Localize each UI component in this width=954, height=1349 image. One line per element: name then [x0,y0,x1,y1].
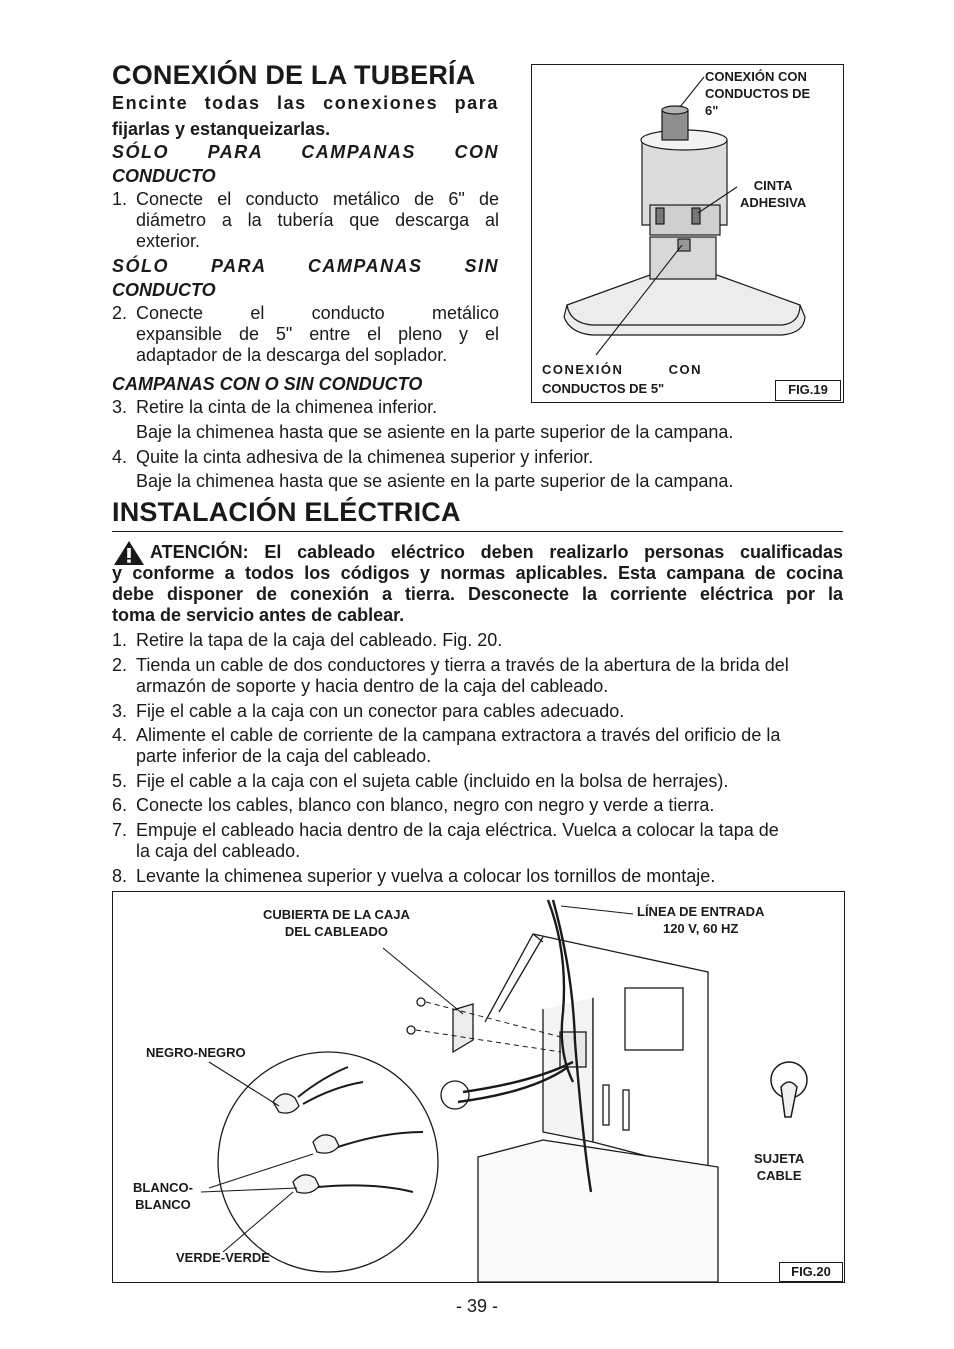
label-cable-clamp: SUJETA CABLE [754,1151,805,1183]
section-title-electrical: INSTALACIÓN ELÉCTRICA [112,497,461,527]
figure-20 [112,891,845,1283]
label-5in-duct-line-2: CONDUCTOS DE 5" [542,381,665,396]
label-white-white: BLANCO- BLANCO [133,1180,193,1212]
list-text: adaptador de la descarga del soplador. [136,345,448,365]
label-green-green: VERDE-VERDE [176,1250,270,1265]
wiring-box-illustration [113,892,844,1282]
list-text: Baje la chimenea hasta que se asiente en la parte superior de la campana. [136,471,734,491]
list-number: 2. [112,303,128,323]
label-wiring-box-cover: CUBIERTA DE LA CAJA DEL CABLEADO [263,907,410,939]
list-text: Conecte el conducto metálico de 6" de [136,189,499,209]
section-title-duct-connection: CONEXIÓN DE LA TUBERÍA [112,60,476,90]
list-text: diámetro a la tubería que descarga al [136,210,499,230]
list-number: 3. [112,397,128,417]
figure-20-tag: FIG.20 [779,1262,843,1282]
label-input-line: LÍNEA DE ENTRADA 120 V, 60 HZ [637,904,765,936]
subheading-ducted-line-1: SÓLO PARA CAMPANAS CON [112,142,499,162]
figure-19-tag: FIG.19 [775,380,841,401]
label-5in-duct-line-1: CONEXIÓN CON [542,362,702,377]
figure-19 [531,64,844,403]
intro-line-2: fijarlas y estanqueizarlas. [112,119,331,139]
list-number: 1. [112,189,128,209]
list-number: 4. [112,447,128,467]
subheading-ductless-line-2: CONDUCTO [112,280,216,300]
intro-line-1: Encinte todas las conexiones para [112,93,499,113]
list-text: exterior. [136,231,201,251]
label-tape: CINTA ADHESIVA [740,178,807,210]
label-6in-duct: CONEXIÓN CON CONDUCTOS DE 6" [705,69,811,118]
section-divider [112,531,843,532]
subheading-ducted-line-2: CONDUCTO [112,166,216,186]
list-text: expansible de 5" entre el pleno y el [136,324,499,344]
subheading-both: CAMPANAS CON O SIN CONDUCTO [112,374,423,394]
list-text: Baje la chimenea hasta que se asiente en la parte superior de la campana. [136,422,734,442]
warning-block: ATENCIÓN: El cableado eléctrico deben realizarlo personas cualificadas y conforme a todos los códigos y normas aplicables. Esta campana de cocina debe disponer de conexión a tierra. Desconecte la corriente eléctrica por la toma de servicio antes de cablear. [112,542,843,625]
list-text: Quite la cinta adhesiva de la chimenea superior y inferior. [136,447,594,467]
list-text: Conecte el conducto metálico [136,303,499,323]
list-text: Retire la cinta de la chimenea inferior. [136,397,438,417]
label-black-black: NEGRO-NEGRO [146,1045,246,1060]
page-number: - 39 - [455,1296,498,1316]
subheading-ductless-line-1: SÓLO PARA CAMPANAS SIN [112,256,499,276]
